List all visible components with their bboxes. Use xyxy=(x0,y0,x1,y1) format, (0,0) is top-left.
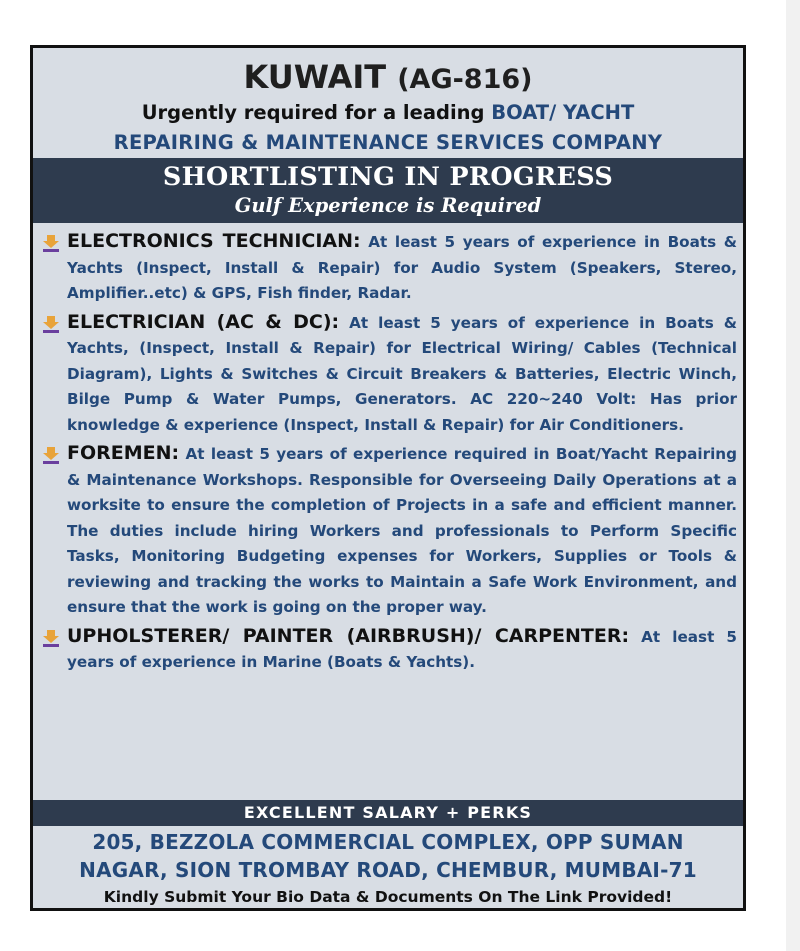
job-item xyxy=(41,310,737,439)
page-title xyxy=(33,48,743,98)
arrow-down-plus-icon xyxy=(41,445,61,465)
job-title: ELECTRICIAN (AC & DC): xyxy=(67,310,340,333)
job-description: At least 5 years of experience in Boats & Yachts, (Inspect, Install & Repair) for Electrical Wiring/ Cables (Technical Diagram), Lights & Switches & Circuit Breakers & Batteries, Electric Winch, Bilge Pump & Water Pumps, Generators. AC 220~240 Volt: Has prior knowledge & experience (Inspect, Install & Repair) for Air Conditioners. xyxy=(67,313,737,434)
job-description: At least 5 years of experience in Boats & Yachts (Inspect, Install & Repair) for Audio System (Speakers, Stereo, Amplifier..etc) & GPS, Fish finder, Radar. xyxy=(67,233,737,302)
address-line-2: NAGAR, SION TROMBAY ROAD, CHEMBUR, MUMBAI-71 xyxy=(79,858,697,882)
job-description: At least 5 years of experience required in Boat/Yacht Repairing & Maintenance Workshops. Responsible for Overseeing Daily Operations at a worksite to ensure the completion of Projects in a safe and efficient manner. The duties include hiring Workers and professionals to Perform Specific Tasks, Monitoring Budgeting expenses for Workers, Supplies or Tools & reviewing and tracking the works to Maintain a Safe Work Environment, and ensure that the work is going on the proper way. xyxy=(67,445,737,616)
scrollbar-track[interactable] xyxy=(786,0,800,951)
job-description: At least 5 years of experience in Marine (Boats & Yachts). xyxy=(67,627,737,671)
job-title: ELECTRONICS TECHNICIAN: xyxy=(67,230,361,252)
job-item xyxy=(41,441,737,621)
job-item xyxy=(41,624,737,676)
address-line-1: 205, BEZZOLA COMMERCIAL COMPLEX, OPP SUMAN xyxy=(92,830,684,854)
company-type: REPAIRING & MAINTENANCE SERVICES COMPANY xyxy=(113,131,663,154)
arrow-down-plus-icon xyxy=(41,628,61,648)
shortlisting-text: SHORTLISTING IN PROGRESS xyxy=(162,162,614,192)
subtitle-highlight: BOAT/ YACHT xyxy=(491,101,635,124)
header xyxy=(33,48,743,158)
job-list xyxy=(33,223,743,676)
salary-banner: EXCELLENT SALARY + PERKS xyxy=(33,800,743,826)
experience-requirement: Gulf Experience is Required xyxy=(234,194,542,217)
shortlisting-banner xyxy=(33,158,743,223)
job-item xyxy=(41,229,737,307)
submit-instruction: Kindly Submit Your Bio Data & Documents On The Link Provided! xyxy=(103,888,673,906)
country-title: KUWAIT xyxy=(243,58,387,96)
job-title: FOREMEN: xyxy=(67,442,180,464)
job-code: (AG-816) xyxy=(397,64,533,95)
job-advertisement xyxy=(30,45,746,911)
arrow-down-plus-icon xyxy=(41,233,61,253)
job-title: UPHOLSTERER/ PAINTER (AIRBRUSH)/ CARPENTER: xyxy=(67,624,630,647)
office-address xyxy=(33,828,743,884)
subtitle-line xyxy=(33,98,743,128)
subtitle-prefix: Urgently required for a leading xyxy=(141,101,485,124)
arrow-down-plus-icon xyxy=(41,314,61,334)
